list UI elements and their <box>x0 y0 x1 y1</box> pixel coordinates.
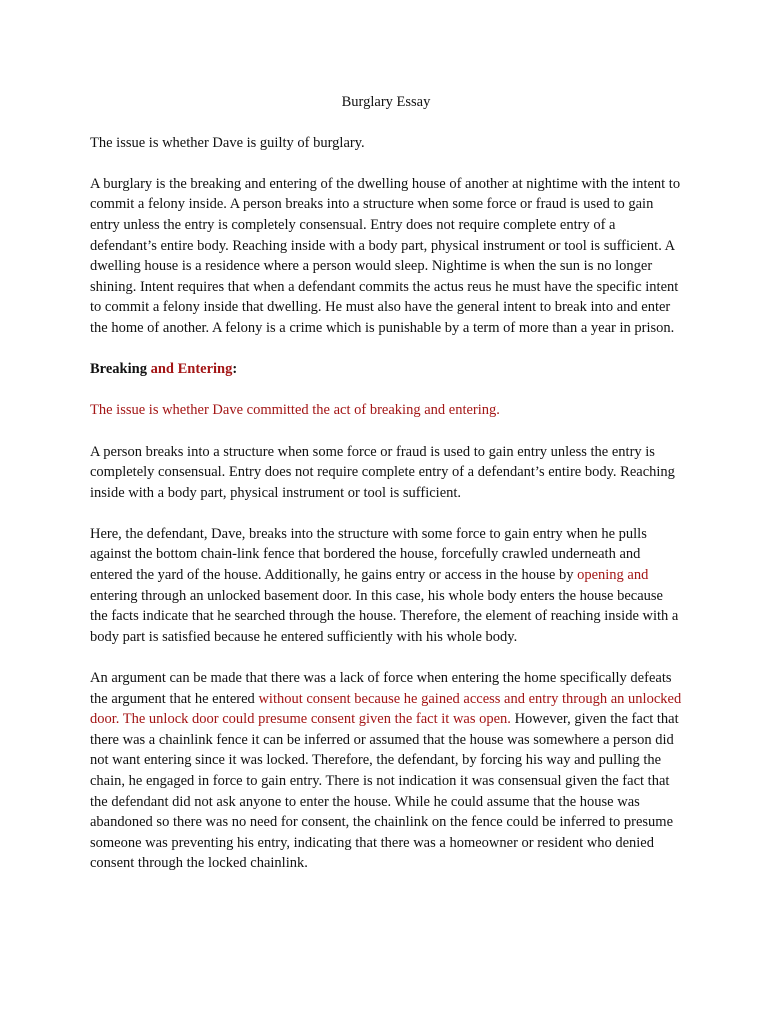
sub-issue-paragraph: The issue is whether Dave committed the act of breaking and entering. <box>90 402 500 419</box>
analysis2-text-b: However, given the fact that there was a chainlink fence it can be inferred or assumed that the house was somewhere a person did not want entering since it was locked. Therefore, the defendant, by forcing his way and pulling the chain, he engaged in force to gain entry. There is not indication it was consensual given the fact that the defendant did not ask anyone to enter the house. While he could assume that the house was abandoned so there was no need for consent, the chainlink on the fence could be inferred to presume someone was preventing his entry, indicating that there was a homeowner or resident who denied consent through the locked chainlink. <box>90 711 679 872</box>
document-title: Burglary Essay <box>341 94 431 110</box>
document-body <box>90 92 682 895</box>
analysis2-highlight: without consent because he gained access and entry through an unlocked door. The unlock door could presume consent given the fact it was open. <box>90 690 682 728</box>
section-heading <box>90 359 682 380</box>
heading-and-entering: and Entering <box>146 361 233 378</box>
analysis1-highlight: opening and <box>577 567 649 584</box>
heading-colon: : <box>232 361 238 378</box>
analysis2-text-a: An argument can be made that there was a lack of force when entering the home specifically defeats the argument that he entered <box>90 670 672 707</box>
analysis-paragraph-2 <box>90 668 682 874</box>
rule-paragraph: A burglary is the breaking and entering of the dwelling house of another at nightime with the intent to commit a felony inside. A person breaks into a structure when some force or fraud is used to gain entry unless the entry is completely consensual. Entry does not require complete entry of a defendant’s entire body. Reaching inside with a body part, physical instrument or tool is sufficient. A dwelling house is a residence where a person would sleep. Nightime is when the sun is no longer shining. Intent requires that when a defendant commits the actus reus he must have the specific intent to commit a felony inside that dwelling. He must also have the general intent to break into and enter the home of another. A felony is a crime which is punishable by a term of more than a year in prison. <box>90 175 681 336</box>
issue-paragraph: The issue is whether Dave is guilty of burglary. <box>90 134 365 151</box>
analysis1-text-a: Here, the defendant, Dave, breaks into the structure with some force to gain entry when he pulls against the bottom chain-link fence that bordered the house, forcefully crawled underneath and entered the yard of the house. Additionally, he gains entry or access in the house by <box>90 525 647 584</box>
heading-breaking: Breaking <box>90 361 147 378</box>
analysis-paragraph-1 <box>90 524 682 648</box>
sub-rule-paragraph: A person breaks into a structure when some force or fraud is used to gain entry unless the entry is completely consensual. Entry does not require complete entry of a defendant’s entire body. Reaching inside with a body part, physical instrument or tool is sufficient. <box>90 443 675 501</box>
analysis1-text-b: entering through an unlocked basement door. In this case, his whole body enters the house because the facts indicate that he searched through the house. Therefore, the element of reaching inside with a body part is satisfied because he entered sufficiently with his whole body. <box>90 587 679 645</box>
